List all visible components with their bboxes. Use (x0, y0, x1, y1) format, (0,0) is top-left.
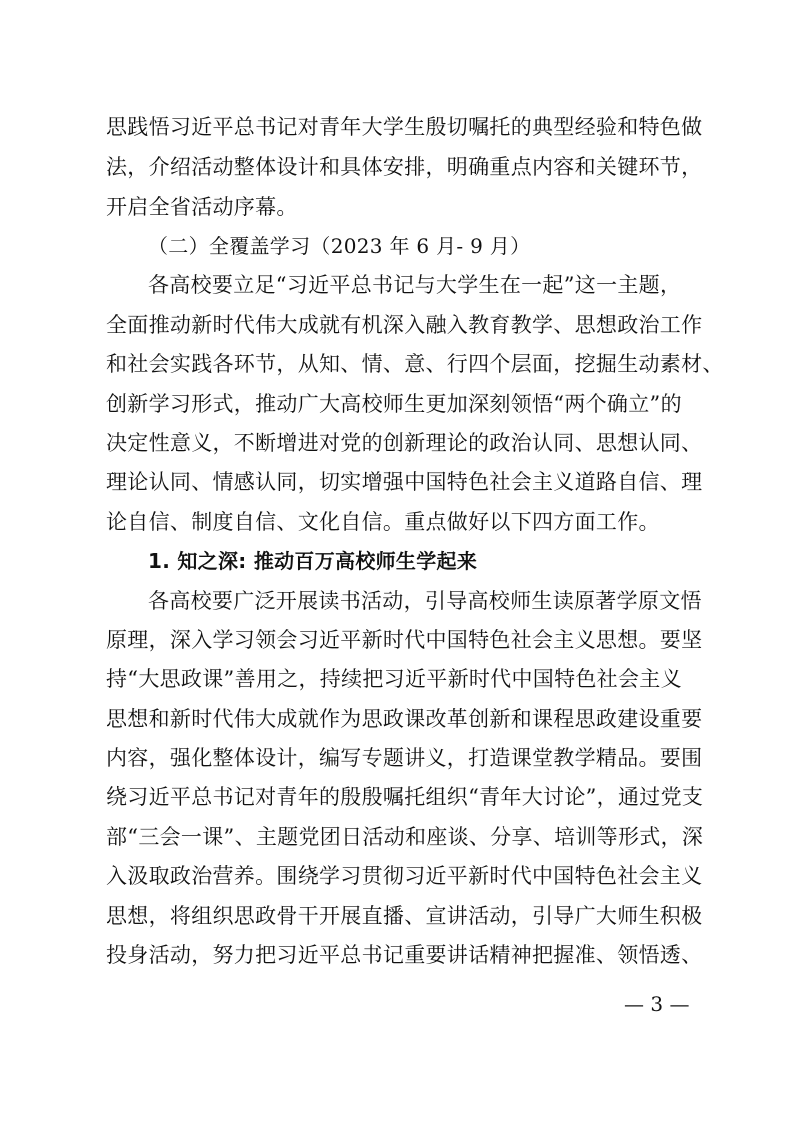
text-line: 理论认同、情感认同，切实增强中国特色社会主义道路自信、理 (106, 470, 703, 494)
text-line: 部“三会一课”、主题党团日活动和座谈、分享、培训等形式，深 (106, 825, 704, 849)
text-line: 决定性意义，不断增进对党的创新理论的政治认同、思想认同、 (106, 431, 703, 455)
text-line: 法，介绍活动整体设计和具体安排，明确重点内容和关键环节， (106, 155, 703, 179)
text-line: 思想和新时代伟大成就作为思政课改革创新和课程思政建设重要 (106, 707, 703, 731)
text-line: 持“大思政课”善用之，持续把习近平新时代中国特色社会主义 (106, 667, 682, 691)
page-number: — 3 — (624, 992, 690, 1016)
text-line: 思想，将组织思政骨干开展直播、宣讲活动，引导广大师生积极 (106, 904, 703, 928)
text-line: 原理，深入学习领会习近平新时代中国特色社会主义思想。要坚 (106, 628, 703, 652)
text-line: 和社会实践各环节，从知、情、意、行四个层面，挖掘生动素材、 (106, 352, 724, 376)
text-line: 创新学习形式，推动广大高校师生更加深刻领悟“两个确立”的 (106, 392, 682, 416)
text-line: 绕习近平总书记对青年的殷殷嘱托组织“青年大讨论”，通过党支 (106, 785, 704, 809)
text-line: 论自信、制度自信、文化自信。重点做好以下四方面工作。 (106, 510, 660, 534)
text-line: 思践悟习近平总书记对青年大学生殷切嘱托的典型经验和特色做 (106, 115, 703, 139)
subsection-heading: 1. 知之深: 推动百万高校师生学起来 (148, 549, 478, 573)
text-line: 入汲取政治营养。围绕学习贯彻习近平新时代中国特色社会主义 (106, 864, 703, 888)
section-heading: （二）全覆盖学习（2023 年 6 月- 9 月） (148, 234, 531, 258)
text-line: 投身活动，努力把习近平总书记重要讲话精神把握准、领悟透、 (106, 943, 703, 967)
text-line: 内容，强化整体设计，编写专题讲义，打造课堂教学精品。要围 (106, 746, 703, 770)
text-line: 开启全省活动序幕。 (106, 195, 298, 219)
text-line: 各高校要广泛开展读书活动，引导高校师生读原著学原文悟 (148, 589, 702, 613)
text-line: 全面推动新时代伟大成就有机深入融入教育教学、思想政治工作 (106, 313, 703, 337)
text-line: 各高校要立足“习近平总书记与大学生在一起”这一主题， (148, 273, 682, 297)
